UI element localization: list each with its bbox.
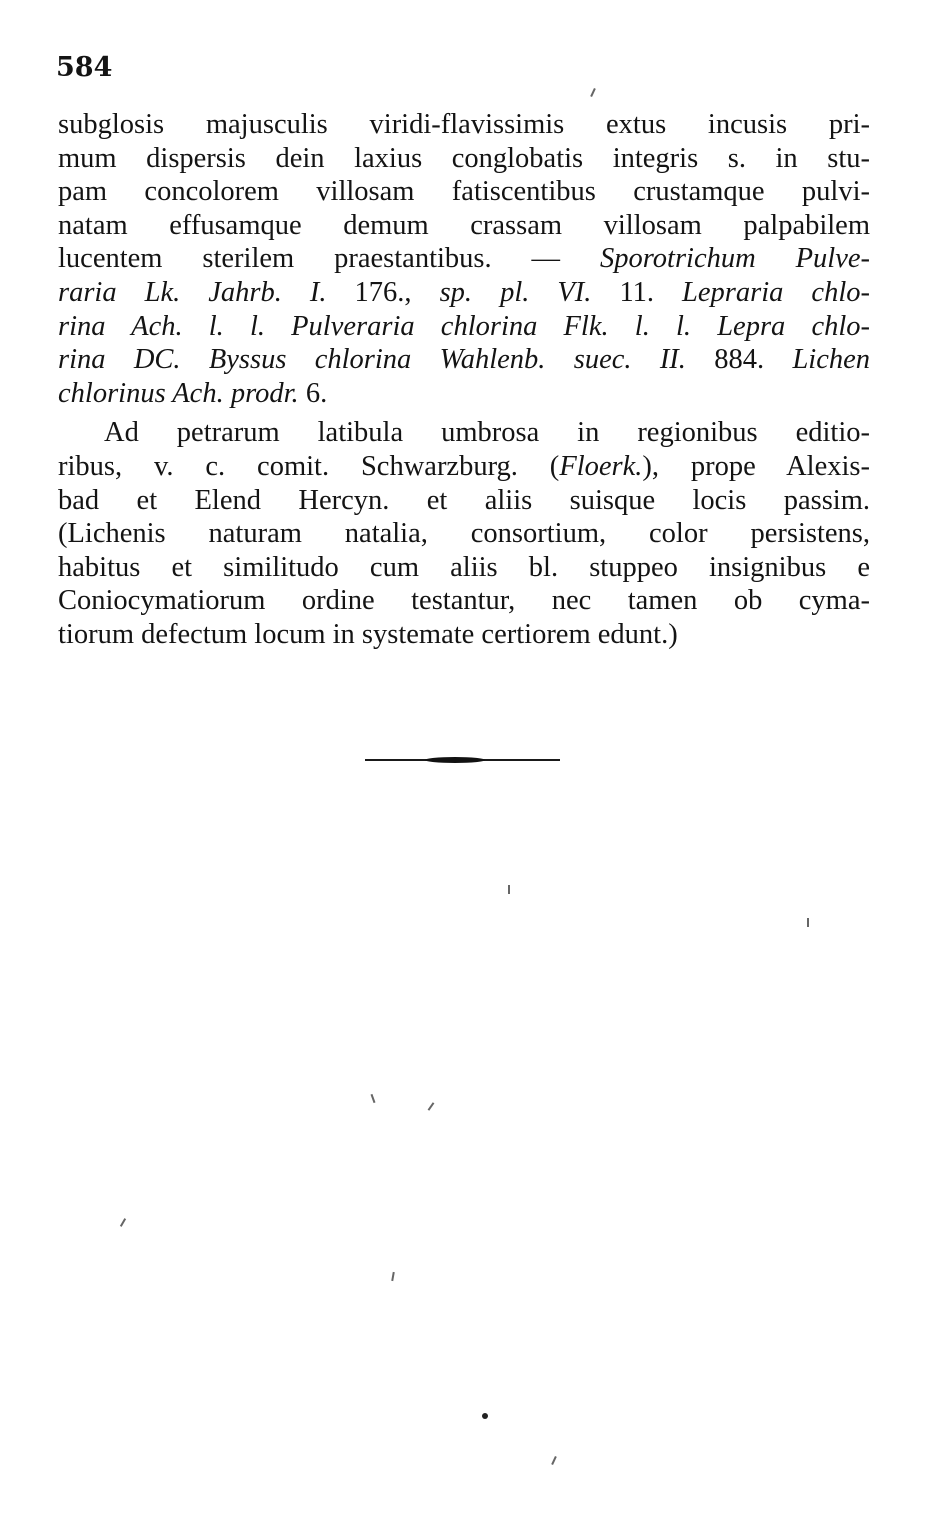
paragraph-habitat <box>58 416 870 651</box>
scan-speck <box>371 1094 376 1103</box>
text-line-synonyms: chlorinus Ach. prodr. 6. <box>58 377 328 409</box>
text-line: habitus et similitudo cum aliis bl. stuppeo insignibus e <box>58 551 870 583</box>
scan-speck <box>590 88 596 97</box>
scan-speck <box>428 1102 435 1111</box>
text-line: natam effusamque demum crassam villosam palpabilem <box>58 209 870 241</box>
text-line-synonyms: rina DC. Byssus chlorina Wahlenb. suec. II. 884. Lichen <box>58 344 871 376</box>
text-line: Ad petrarum latibula umbrosa in regionibus editio- <box>104 417 870 449</box>
scan-speck <box>551 1456 557 1465</box>
scan-speck <box>508 885 510 894</box>
scan-speck <box>807 918 809 927</box>
text-line: bad et Elend Hercyn. et aliis suisque locis passim. <box>58 484 870 516</box>
text-line: (Lichenis naturam natalia, consortium, color persistens, <box>58 518 870 550</box>
text-line: mum dispersis dein laxius conglobatis integris s. in stu- <box>58 142 870 174</box>
text-line: pam concolorem villosam fatiscentibus crustamque pulvi- <box>58 176 870 208</box>
page-number: 584 <box>56 52 113 83</box>
text-line-synonyms: lucentem sterilem praestantibus. — Sporotrichum Pulve- <box>58 243 870 275</box>
scan-speck <box>391 1272 395 1281</box>
text-block <box>58 108 870 652</box>
text-line: ribus, v. c. comit. Schwarzburg. (Floerk.), prope Alexis- <box>58 450 870 482</box>
text-line-synonyms: raria Lk. Jahrb. I. 176., sp. pl. VI. 11. Lepraria chlo- <box>58 276 870 308</box>
text-line: tiorum defectum locum in systemate certiorem edunt.) <box>58 618 678 650</box>
text-line-synonyms: rina Ach. l. l. Pulveraria chlorina Flk. l. l. Lepra chlo- <box>58 310 870 342</box>
scan-dot <box>482 1413 488 1419</box>
text-line: Coniocymatiorum ordine testantur, nec tamen ob cyma- <box>58 585 870 617</box>
paragraph-description <box>58 108 870 410</box>
text-line: subglosis majusculis viridi-flavissimis extus incusis pri- <box>58 109 870 140</box>
scan-speck <box>120 1218 126 1227</box>
